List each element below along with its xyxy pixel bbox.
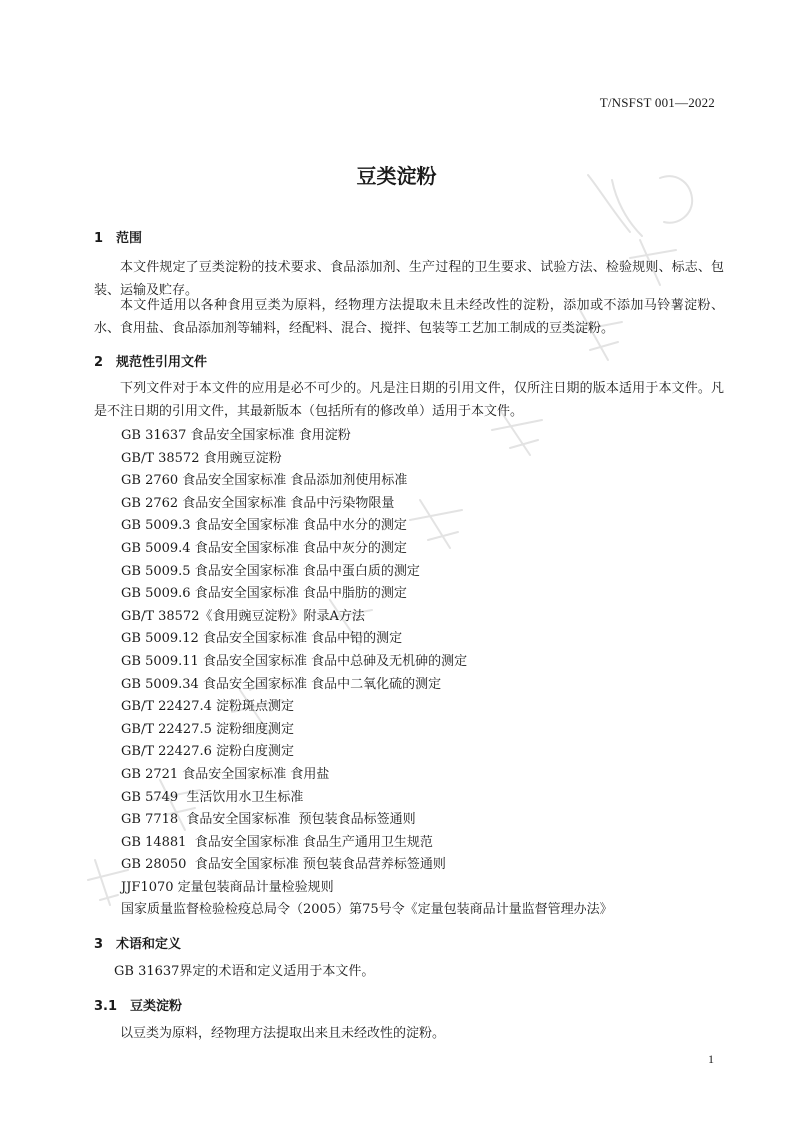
reference-item: GB 14881 食品安全国家标准 食品生产通用卫生规范 — [121, 834, 433, 850]
reference-item: GB/T 22427.4 淀粉斑点测定 — [121, 699, 295, 715]
reference-item: GB 31637 食品安全国家标准 食用淀粉 — [121, 428, 351, 443]
reference-item: GB 5009.4 食品安全国家标准 食品中灰分的测定 — [121, 540, 407, 556]
reference-item: GB/T 22427.6 淀粉白度测定 — [121, 744, 295, 760]
reference-item: GB/T 38572《食用豌豆淀粉》附录A方法 — [121, 608, 365, 624]
reference-item: GB 5009.12 食品安全国家标准 食品中铅的测定 — [121, 631, 403, 647]
reference-item: GB 5009.6 食品安全国家标准 食品中脂肪的测定 — [121, 586, 407, 602]
reference-item: GB 5009.34 食品安全国家标准 食品中二氧化硫的测定 — [121, 676, 442, 692]
reference-item: GB 5009.5 食品安全国家标准 食品中蛋白质的测定 — [121, 563, 420, 579]
reference-item: GB/T 38572 食用豌豆淀粉 — [121, 450, 282, 466]
reference-item: GB 2721 食品安全国家标准 食用盐 — [121, 766, 330, 782]
reference-list — [121, 425, 613, 922]
reference-item: JJF1070 定量包装商品计量检验规则 — [121, 879, 334, 895]
reference-item: GB 5009.11 食品安全国家标准 食品中总砷及无机砷的测定 — [121, 653, 468, 669]
terms-paragraph: GB 31637界定的术语和定义适用于本文件。 — [114, 964, 375, 979]
reference-item: GB 28050 食品安全国家标准 预包装食品营养标签通则 — [121, 857, 446, 873]
reference-item: GB 7718 食品安全国家标准 预包装食品标签通则 — [121, 812, 416, 828]
document-code: T/NSFST 001—2022 — [599, 95, 715, 110]
section-heading-scope: 1 范围 — [94, 231, 143, 246]
reference-item: GB/T 22427.5 淀粉细度测定 — [121, 721, 295, 737]
section-heading-normative-references: 2 规范性引用文件 — [94, 355, 208, 370]
section-heading-terms-definitions: 3 术语和定义 — [94, 937, 182, 952]
reference-item: GB 5749 生活饮用水卫生标准 — [121, 789, 304, 805]
scope-paragraph-1: 本文件规定了豆类淀粉的技术要求、食品添加剂、生产过程的卫生要求、试验方法、检验规则、标志、包装、运输及贮存。 — [94, 260, 724, 298]
subsection-heading-bean-starch: 3.1 豆类淀粉 — [94, 999, 183, 1014]
reference-item: GB 2760 食品安全国家标准 食品添加剂使用标准 — [121, 473, 408, 489]
reference-item: GB 2762 食品安全国家标准 食品中污染物限量 — [121, 495, 395, 511]
reference-item: 国家质量监督检验检疫总局令（2005）第75号令《定量包装商品计量监督管理办法》 — [121, 902, 613, 918]
reference-item: GB 5009.3 食品安全国家标准 食品中水分的测定 — [121, 518, 407, 534]
document-title: 豆类淀粉 — [356, 164, 437, 188]
scope-paragraph-2: 本文件适用以各种食用豆类为原料，经物理方法提取未且未经改性的淀粉，添加或不添加马铃薯淀粉、水、食用盐、食品添加剂等辅料，经配料、混合、搅拌、包装等工艺加工制成的豆类淀粉。 — [94, 298, 724, 336]
bean-starch-definition: 以豆类为原料，经物理方法提取出来且未经改性的淀粉。 — [120, 1026, 446, 1041]
references-intro-paragraph: 下列文件对于本文件的应用是必不可少的。凡是注日期的引用文件，仅所注日期的版本适用于本文件。凡是不注日期的引用文件，其最新版本（包括所有的修改单）适用于本文件。 — [94, 381, 724, 419]
page-number: 1 — [708, 1052, 714, 1066]
